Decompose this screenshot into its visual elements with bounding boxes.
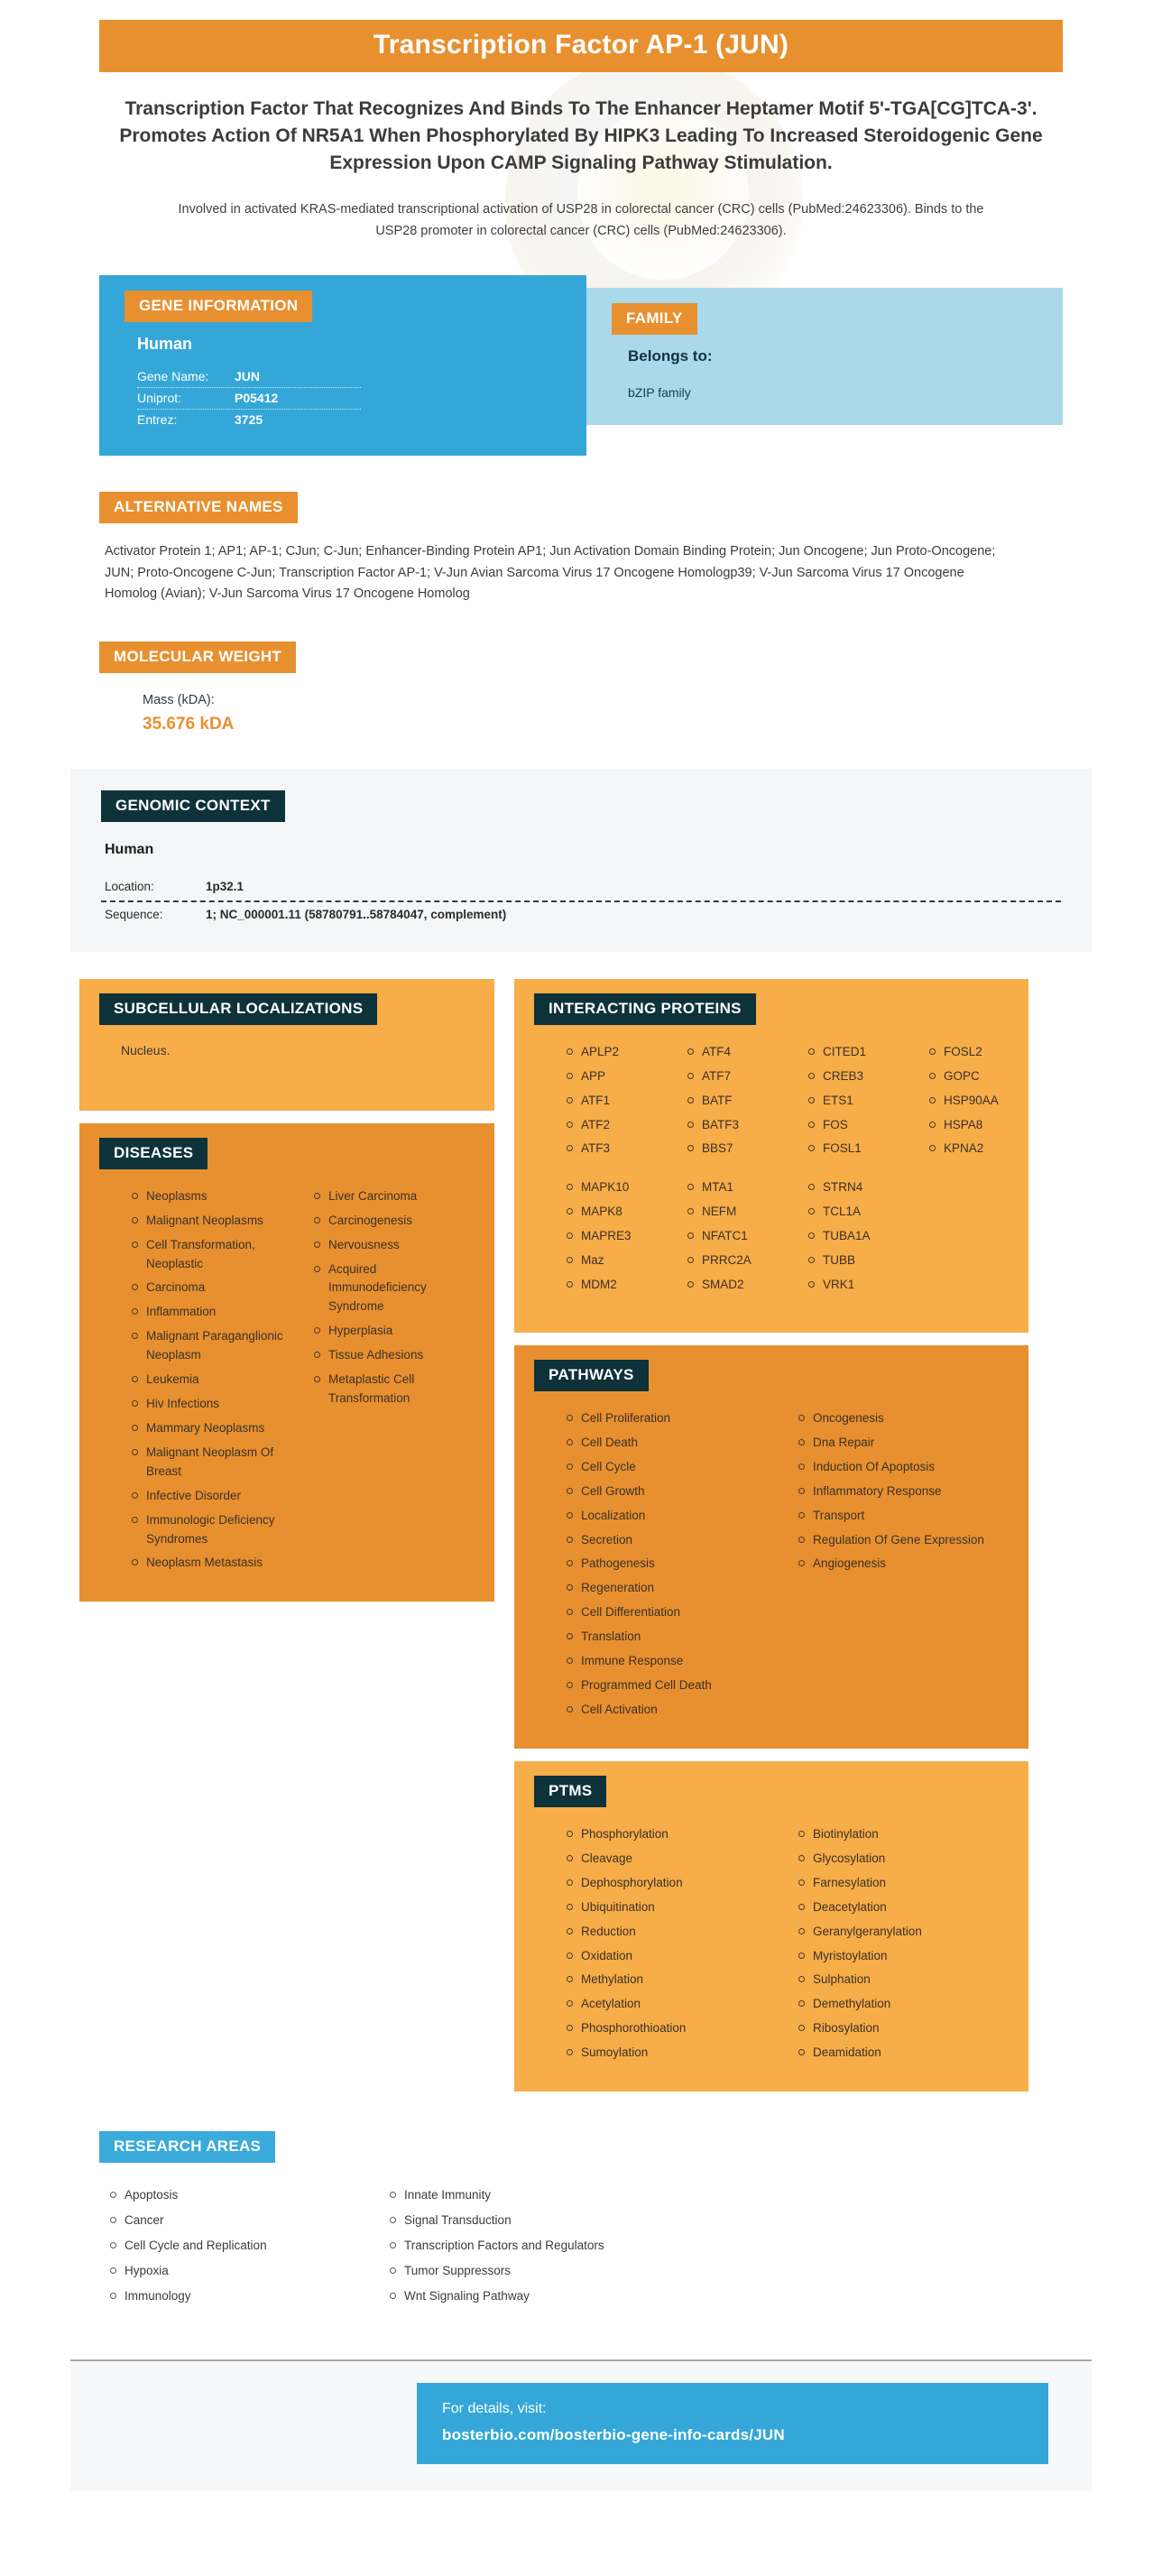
family-panel (586, 288, 1063, 425)
interacting-proteins-heading: INTERACTING PROTEINS (534, 993, 756, 1025)
list-item: MAPRE3 (567, 1227, 666, 1251)
subcellular-localizations-body (79, 1025, 494, 1057)
list-item: Oncogenesis (798, 1409, 1005, 1434)
diseases-header (79, 1123, 494, 1169)
list-item: Demethylation (798, 1995, 1005, 2019)
diseases-list-column-2 (298, 1187, 471, 1414)
gene-information-panel (99, 275, 586, 456)
list-item: Ribosylation (798, 2019, 1005, 2044)
ptms-panel (514, 1761, 1028, 2091)
list-item: FOSL1 (808, 1140, 908, 1164)
page-title: Transcription Factor AP-1 (JUN) (373, 30, 789, 60)
list-item: Metaplastic Cell Transformation (314, 1371, 471, 1414)
list-item: Cell Growth (567, 1482, 773, 1507)
list-item: ATF1 (567, 1092, 666, 1116)
list-item: Translation (567, 1628, 773, 1652)
list-item: ATF7 (687, 1067, 787, 1092)
list-item: SMAD2 (687, 1276, 787, 1300)
list-item: Nervousness (314, 1236, 471, 1260)
family-heading: FAMILY (612, 303, 697, 335)
footer-link-box[interactable] (417, 2383, 1048, 2464)
genomic-context-heading: GENOMIC CONTEXT (101, 790, 285, 822)
list-item: ATF4 (687, 1043, 787, 1067)
list-item: Cell Cycle (567, 1458, 773, 1482)
list-item: Farnesylation (798, 1874, 1005, 1898)
list-item: Transcription Factors and Regulators (388, 2237, 650, 2262)
interacting-proteins-g2-column-2 (671, 1178, 787, 1300)
list-item: Hyperplasia (314, 1322, 471, 1346)
research-areas-heading: RESEARCH AREAS (99, 2131, 275, 2163)
list-item: NFATC1 (687, 1227, 787, 1251)
gene-information-row (137, 366, 361, 388)
list-item: Dephosphorylation (567, 1874, 773, 1898)
list-item: Cell Cycle and Replication (108, 2237, 370, 2262)
list-item: Regeneration (567, 1579, 773, 1603)
footer-url[interactable]: bosterbio.com/bosterbio-gene-info-cards/JUN (442, 2425, 785, 2443)
interacting-proteins-g1-column-3 (792, 1043, 908, 1165)
list-item: Cell Death (567, 1434, 773, 1458)
list-item: Neoplasms (132, 1187, 289, 1212)
pathways-header (514, 1345, 1028, 1391)
interacting-proteins-panel (514, 979, 1028, 1333)
gene-information-body (99, 322, 586, 430)
list-item: HSP90AA (929, 1092, 1028, 1116)
list-item: Neoplasm Metastasis (132, 1554, 289, 1578)
page-title-bar (99, 20, 1063, 72)
list-item: FOS (808, 1116, 908, 1140)
gene-information-row (137, 388, 361, 410)
sequence-label: Sequence: (105, 907, 163, 921)
list-item: Geranylgeranylation (798, 1923, 1005, 1947)
list-item: Deamidation (798, 2044, 1005, 2068)
list-item: Acquired Immunodeficiency Syndrome (314, 1260, 471, 1323)
list-item: FOSL2 (929, 1043, 1028, 1067)
gene-info-family-row (99, 275, 1063, 456)
list-item: Inflammation (132, 1303, 289, 1327)
list-item: Sulphation (798, 1971, 1005, 1995)
pathways-panel (514, 1345, 1028, 1749)
panel-gap (514, 1333, 1028, 1345)
research-areas-column-2 (388, 2186, 650, 2313)
diseases-heading: DISEASES (99, 1138, 208, 1169)
pathways-list-column-1 (550, 1409, 773, 1725)
genomic-context-row (101, 874, 1061, 902)
list-item: Innate Immunity (388, 2186, 650, 2211)
list-item: PRRC2A (687, 1251, 787, 1276)
list-item: Glycosylation (798, 1850, 1005, 1874)
genomic-context-section (70, 769, 1092, 952)
subcellular-localizations-panel (79, 979, 494, 1111)
alternative-names-section (99, 492, 1063, 605)
list-item: Cell Differentiation (567, 1603, 773, 1628)
gene-information-heading: GENE INFORMATION (124, 291, 312, 322)
gene-information-header (99, 275, 586, 322)
list-item: Immunologic Deficiency Syndromes (132, 1511, 289, 1555)
list-item: Immunology (108, 2287, 370, 2313)
list-item: Signal Transduction (388, 2211, 650, 2237)
subcellular-localizations-heading: SUBCELLULAR LOCALIZATIONS (99, 993, 377, 1025)
footer-prompt: For details, visit: (442, 2400, 547, 2416)
list-item: Programmed Cell Death (567, 1676, 773, 1701)
interacting-proteins-g1-column-1 (550, 1043, 666, 1165)
list-item: Apoptosis (108, 2186, 370, 2211)
list-item: Ubiquitination (567, 1898, 773, 1923)
molecular-weight-label: Mass (kDA): (143, 692, 215, 707)
gene-name-value: JUN (235, 369, 261, 384)
molecular-weight-heading: MOLECULAR WEIGHT (99, 642, 296, 673)
location-label: Location: (105, 879, 154, 893)
list-item: MTA1 (687, 1178, 787, 1203)
interacting-proteins-g2-column-1 (550, 1178, 666, 1300)
list-item: Regulation Of Gene Expression (798, 1531, 1005, 1556)
list-item: Deacetylation (798, 1898, 1005, 1923)
list-item: BBS7 (687, 1140, 787, 1164)
list-item: Cell Transformation, Neoplastic (132, 1236, 289, 1279)
list-item: MAPK10 (567, 1178, 666, 1203)
list-item: NEFM (687, 1203, 787, 1227)
list-item: BATF (687, 1092, 787, 1116)
interacting-proteins-group-1 (550, 1043, 1028, 1165)
list-item: Hypoxia (108, 2262, 370, 2287)
list-item: Dna Repair (798, 1434, 1005, 1458)
entrez-label: Entrez: (137, 412, 178, 428)
pathways-list-column-2 (782, 1409, 1005, 1579)
ptms-list-column-1 (550, 1825, 773, 2068)
list-item: MDM2 (567, 1276, 666, 1300)
pathways-heading: PATHWAYS (534, 1360, 649, 1391)
ptms-header (514, 1761, 1028, 1807)
research-areas-column-1 (108, 2186, 370, 2313)
list-item: APLP2 (567, 1043, 666, 1067)
list-item: Malignant Neoplasms (132, 1212, 289, 1236)
list-item: Oxidation (567, 1947, 773, 1971)
list-item: Phosphorothioation (567, 2019, 773, 2044)
uniprot-label: Uniprot: (137, 391, 182, 406)
list-item: VRK1 (808, 1276, 908, 1300)
list-item: Carcinoma (132, 1279, 289, 1303)
subcellular-localizations-header (79, 979, 494, 1025)
list-item: Leukemia (132, 1371, 289, 1395)
uniprot-value: P05412 (235, 391, 279, 406)
panels-right-column (514, 979, 1028, 2091)
list-item: APP (567, 1067, 666, 1092)
diseases-body (79, 1169, 494, 1579)
panel-gap (514, 1749, 1028, 1761)
interacting-proteins-g1-column-4 (913, 1043, 1028, 1165)
list-item: Localization (567, 1507, 773, 1531)
diseases-list-column-1 (115, 1187, 289, 1579)
list-item: Cancer (108, 2211, 370, 2237)
family-header (586, 288, 1063, 335)
page-subtitle: Transcription Factor That Recognizes And Binds To The Enhancer Heptamer Motif 5'-TGA[CG]TCA-3'. Promotes Action Of NR5A1 When Phosphorylated By HIPK3 Leading To Increased Steroidogenic Gene Expression Upon CAMP Signaling Pathway Stimulation. (119, 98, 1043, 173)
list-item: Cell Activation (567, 1701, 773, 1725)
list-item: Sumoylation (567, 2044, 773, 2068)
list-item: Angiogenesis (798, 1555, 1005, 1579)
location-value: 1p32.1 (206, 879, 244, 893)
list-item: Reduction (567, 1923, 773, 1947)
gene-information-species: Human (137, 335, 193, 354)
family-value: bZIP family (628, 385, 691, 401)
list-item: ATF3 (567, 1140, 666, 1164)
list-item: HSPA8 (929, 1116, 1028, 1140)
pathways-body (514, 1391, 1028, 1725)
interacting-proteins-body (514, 1025, 1028, 1309)
list-item: Tumor Suppressors (388, 2262, 650, 2287)
genomic-context-species: Human (105, 841, 154, 857)
list-item: Phosphorylation (567, 1825, 773, 1850)
list-item: Secretion (567, 1531, 773, 1556)
research-areas-body (99, 2186, 1063, 2313)
list-item: Wnt Signaling Pathway (388, 2287, 650, 2313)
list-item: Tissue Adhesions (314, 1346, 471, 1371)
list-item: Liver Carcinoma (314, 1187, 471, 1212)
list-item: Myristoylation (798, 1947, 1005, 1971)
list-item: Maz (567, 1251, 666, 1276)
list-item: KPNA2 (929, 1140, 1028, 1164)
list-item: CITED1 (808, 1043, 908, 1067)
molecular-weight-section (99, 642, 1063, 734)
subcellular-localizations-text: Nucleus. (121, 1042, 171, 1057)
list-item: CREB3 (808, 1067, 908, 1092)
ptms-list-column-2 (782, 1825, 1005, 2068)
list-item: ATF2 (567, 1116, 666, 1140)
list-item: TUBB (808, 1251, 908, 1276)
gene-information-row (137, 410, 361, 430)
list-item: Cell Proliferation (567, 1409, 773, 1434)
list-item: Cleavage (567, 1850, 773, 1874)
list-item: Induction Of Apoptosis (798, 1458, 1005, 1482)
list-item: TUBA1A (808, 1227, 908, 1251)
list-item: Hiv Infections (132, 1395, 289, 1419)
interacting-proteins-g1-column-2 (671, 1043, 787, 1165)
page-description: Involved in activated KRAS-mediated transcriptional activation of USP28 in colorectal cancer (CRC) cells (PubMed:24623306). Binds to the USP28 promoter in colorectal cancer (CRC) cells (PubMed:24623306). (178, 202, 984, 239)
list-item: Mammary Neoplasms (132, 1419, 289, 1444)
list-item: Transport (798, 1507, 1005, 1531)
list-item: Malignant Neoplasm Of Breast (132, 1444, 289, 1487)
list-item: Inflammatory Response (798, 1482, 1005, 1507)
list-item: Pathogenesis (567, 1555, 773, 1579)
footer (70, 2361, 1092, 2491)
panel-gap (79, 1111, 494, 1123)
list-item: Infective Disorder (132, 1487, 289, 1511)
list-item: Immune Response (567, 1652, 773, 1676)
list-item: Methylation (567, 1971, 773, 1995)
ptms-body (514, 1807, 1028, 2068)
entrez-value: 3725 (235, 412, 263, 428)
alternative-names-text: Activator Protein 1; AP1; AP-1; CJun; C-Jun; Enhancer-Binding Protein AP1; Jun Activation Domain Binding Protein; Jun Oncogene; Jun Proto-Oncogene; JUN; Proto-Oncogene C-Jun; Transcription Factor AP-1; V-Jun Avian Sarcoma Virus 17 Oncogene Homologp39; V-Jun Sarcoma Virus 17 Oncogene Homolog (Avian); V-Jun Sarcoma Virus 17 Oncogene Homolog (105, 544, 996, 602)
genomic-context-inner (70, 790, 1092, 928)
molecular-weight-body (99, 693, 1063, 734)
list-item: ETS1 (808, 1092, 908, 1116)
family-body (586, 335, 1063, 400)
genomic-context-row (101, 902, 1061, 928)
alternative-names-heading: ALTERNATIVE NAMES (99, 492, 298, 523)
interacting-proteins-header (514, 979, 1028, 1025)
molecular-weight-value: 35.676 kDA (143, 714, 235, 734)
list-item: Acetylation (567, 1995, 773, 2019)
list-item: Carcinogenesis (314, 1212, 471, 1236)
panels-left-column (79, 979, 494, 1602)
list-item: Biotinylation (798, 1825, 1005, 1850)
list-item: TCL1A (808, 1203, 908, 1227)
interacting-proteins-group-2 (550, 1178, 1028, 1300)
list-item: MAPK8 (567, 1203, 666, 1227)
list-item: GOPC (929, 1067, 1028, 1092)
family-belongs-label: Belongs to: (628, 347, 713, 365)
diseases-panel (79, 1123, 494, 1602)
list-item: Malignant Paraganglionic Neoplasm (132, 1327, 289, 1371)
interacting-proteins-g2-column-3 (792, 1178, 908, 1300)
list-item: BATF3 (687, 1116, 787, 1140)
sequence-value: 1; NC_000001.11 (58780791..58784047, complement) (206, 907, 507, 921)
list-item: STRN4 (808, 1178, 908, 1203)
panels-area (79, 979, 1092, 2091)
research-areas-section (99, 2131, 1063, 2313)
ptms-heading: PTMS (534, 1776, 606, 1807)
gene-name-label: Gene Name: (137, 369, 209, 384)
